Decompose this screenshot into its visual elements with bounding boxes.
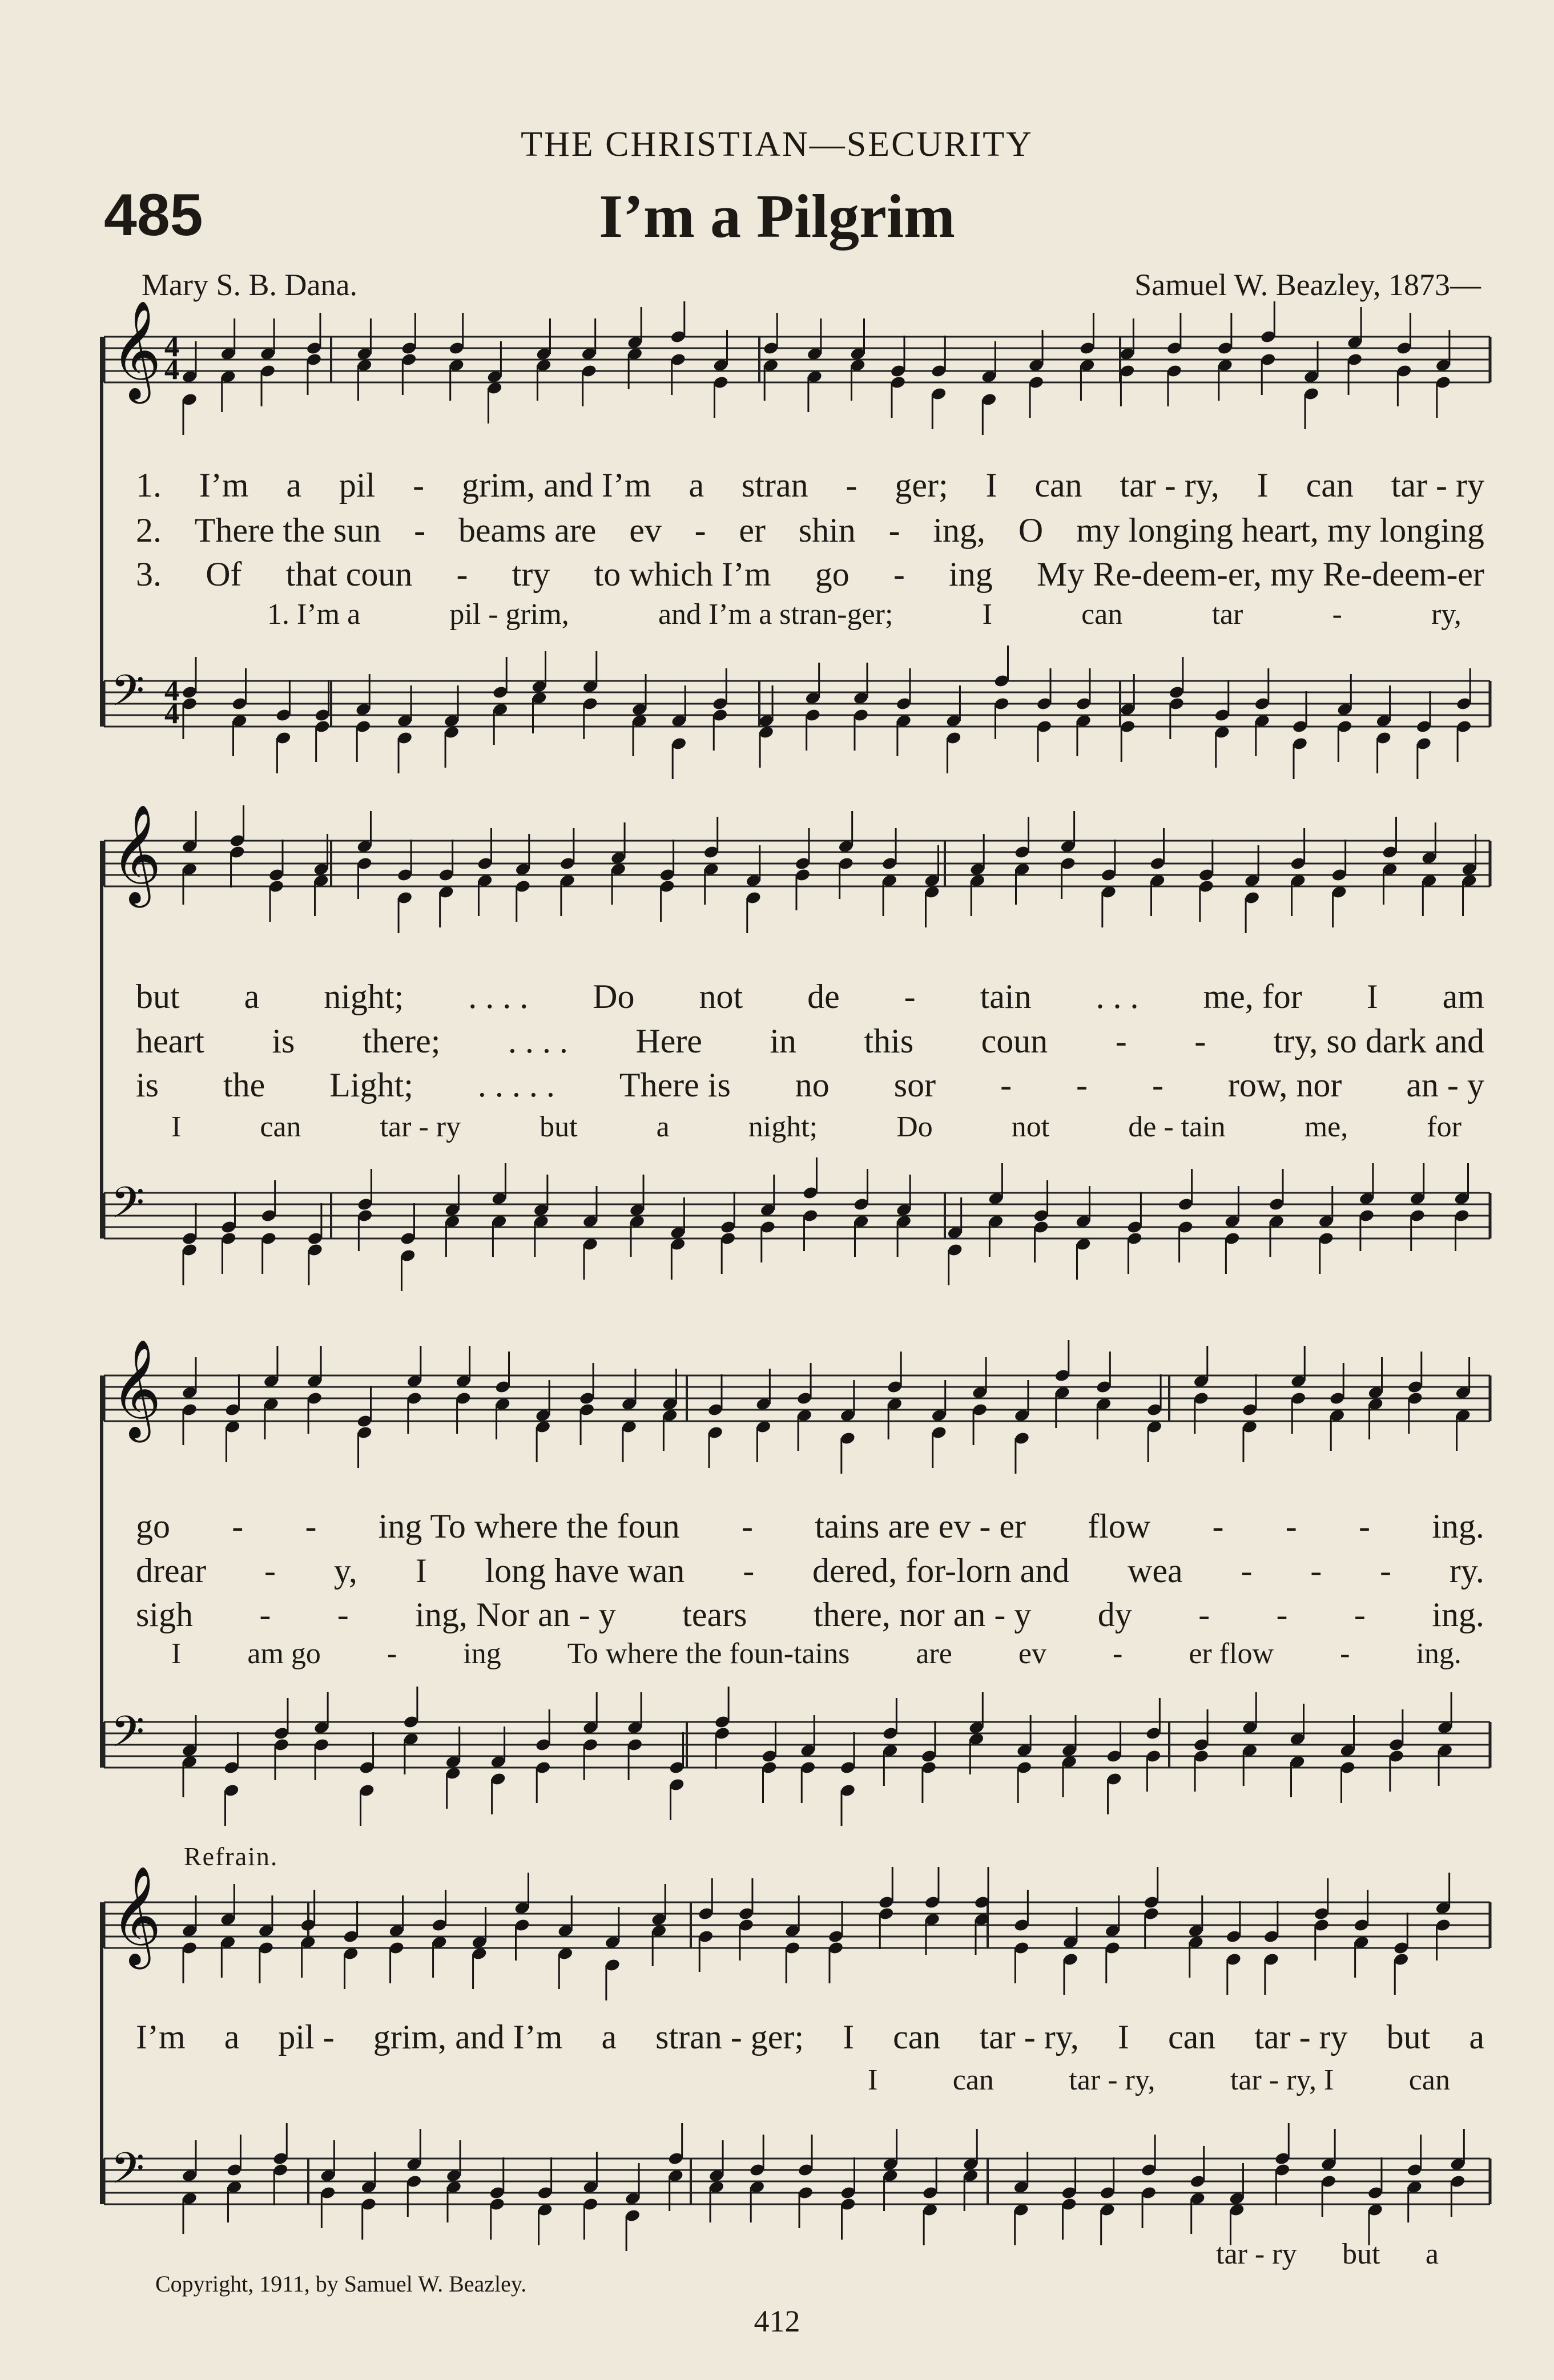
lyric-syllable: for — [1427, 1111, 1462, 1143]
lyric-syllable: . . . — [1096, 978, 1139, 1015]
lyric-syllable: - — [1112, 1637, 1123, 1670]
lyric-syllable: - — [888, 511, 900, 549]
lyric-syllable: - — [413, 466, 425, 504]
lyric-syllable: drear — [136, 1552, 207, 1590]
lyric-syllable: tar - ry — [380, 1111, 461, 1143]
lyric-syllable: tar — [1211, 598, 1243, 631]
lyric-syllable: Here — [635, 1022, 702, 1060]
lyric-syllable: can — [893, 2018, 941, 2056]
lyric-syllable: Light; — [329, 1066, 413, 1104]
lyric-syllable: pil - grim, — [449, 598, 569, 631]
lyric-syllable: - — [1285, 1507, 1297, 1545]
treble-staff — [104, 1339, 1490, 1474]
lyric-syllable: tar - ry — [1216, 2238, 1297, 2270]
lyric-syllable: - — [694, 511, 706, 549]
lyric-syllable: grim, and I’m — [461, 466, 651, 504]
lyric-syllable: the — [223, 1066, 265, 1104]
lyric-syllable: 1. I’m a — [267, 598, 361, 631]
lyric-syllable: a — [656, 1111, 670, 1143]
treble-staff — [104, 804, 1490, 933]
lyric-line — [136, 977, 1484, 1016]
lyric-syllable: - — [1332, 598, 1342, 631]
lyric-syllable: . . . . — [508, 1022, 568, 1060]
bass-staff — [104, 646, 1490, 779]
lyric-syllable: . . . . — [468, 978, 529, 1015]
treble-clef-icon: 𝄞 — [111, 804, 162, 903]
lyric-syllable: stran - ger; — [655, 2018, 804, 2056]
lyric-syllable: is — [272, 1022, 295, 1060]
treble-clef-icon: 𝄞 — [111, 300, 162, 400]
lyric-syllable: de — [807, 978, 840, 1015]
lyric-syllable: ing — [949, 555, 993, 593]
lyric-syllable: pil — [339, 466, 376, 504]
lyric-syllable: - — [1194, 1022, 1206, 1060]
lyric-syllable: a — [224, 2018, 240, 2056]
lyric-syllable: coun — [981, 1022, 1048, 1060]
lyric-syllable: but — [1342, 2238, 1380, 2270]
lyric-syllable: can — [260, 1111, 301, 1143]
lyric-syllable: - — [1076, 1066, 1088, 1104]
lyric-syllable: I — [415, 1552, 427, 1590]
lyric-syllable: 3. — [136, 555, 162, 593]
lyric-syllable: tears — [682, 1596, 747, 1633]
lyric-syllable: this — [864, 1022, 914, 1060]
lyric-syllable: 1. — [136, 466, 162, 504]
lyric-syllable: - — [232, 1507, 244, 1545]
lyric-syllable: I — [982, 598, 992, 631]
lyric-syllable: but — [540, 1111, 578, 1143]
lyric-syllable: ger; — [895, 466, 948, 504]
lyric-syllable: I’m — [136, 2018, 186, 2056]
lyric-syllable: Do — [593, 978, 635, 1015]
lyric-syllable: grim, and I’m — [373, 2018, 563, 2056]
lyric-syllable: ing. — [1416, 1637, 1462, 1670]
lyric-syllable: beams are — [458, 511, 597, 549]
lyric-syllable: ing, — [933, 511, 986, 549]
lyric-syllable: ing, Nor an - y — [415, 1596, 616, 1633]
lyric-syllable: - — [741, 1507, 753, 1545]
lyric-syllable: I — [1257, 466, 1269, 504]
lyric-syllable: - — [456, 555, 468, 593]
lyric-syllable: There is — [619, 1066, 731, 1104]
lyric-syllable: wea — [1128, 1552, 1183, 1590]
lyric-syllable: tar - ry, — [1120, 466, 1219, 504]
lyric-syllable: can — [1081, 598, 1123, 631]
bass-staff — [104, 1687, 1490, 1826]
time-signature: 4 — [164, 675, 179, 707]
lyric-syllable: I — [985, 466, 997, 504]
lyric-syllable: and I’m a stran-ger; — [658, 598, 893, 631]
lyric-syllable: but — [136, 978, 180, 1015]
alto-lyric-line — [171, 1637, 1462, 1671]
lyric-syllable: - — [1310, 1552, 1322, 1590]
bass-staff — [104, 2123, 1490, 2251]
bass-clef-icon: 𝄢 — [111, 2143, 145, 2204]
lyric-syllable: - — [1152, 1066, 1164, 1104]
lyric-syllable: tar - ry — [1391, 466, 1484, 504]
lyric-syllable: ing — [463, 1637, 501, 1670]
lyric-syllable: - — [1115, 1022, 1127, 1060]
lyric-syllable: can — [952, 2064, 994, 2096]
lyric-syllable: - — [743, 1552, 755, 1590]
lyric-syllable: no — [795, 1066, 830, 1104]
bass-staff — [104, 1157, 1490, 1291]
section-header: THE CHRISTIAN—SECURITY — [521, 125, 1033, 164]
lyric-syllable: can — [1408, 2064, 1450, 2096]
lyric-syllable: tains are ev - er — [815, 1507, 1026, 1545]
lyric-line — [136, 1022, 1484, 1061]
lyric-syllable: - — [1212, 1507, 1224, 1545]
lyric-syllable: in — [770, 1022, 797, 1060]
lyric-syllable: an - y — [1406, 1066, 1484, 1104]
lyric-syllable: to which I’m — [594, 555, 771, 593]
lyric-syllable: - — [259, 1596, 271, 1633]
lyric-line — [136, 511, 1484, 550]
lyric-syllable: am — [1442, 978, 1484, 1015]
lyric-syllable: row, nor — [1227, 1066, 1342, 1104]
lyric-syllable: is — [136, 1066, 159, 1104]
lyric-line — [136, 1507, 1484, 1546]
lyric-syllable: a — [1425, 2238, 1439, 2270]
copyright-notice: Copyright, 1911, by Samuel W. Beazley. — [155, 2271, 527, 2297]
treble-clef-icon: 𝄞 — [111, 1866, 162, 1965]
hymn-number: 485 — [104, 182, 203, 248]
lyric-syllable: that coun — [285, 555, 413, 593]
treble-clef-icon: 𝄞 — [111, 1339, 162, 1438]
lyric-syllable: ing To where the foun — [378, 1507, 680, 1545]
lyric-line — [136, 1595, 1484, 1635]
lyric-syllable: sor — [893, 1066, 936, 1104]
bass-clef-icon: 𝄢 — [111, 1707, 145, 1768]
lyric-syllable: To where the foun-tains — [567, 1637, 850, 1670]
lyric-syllable: tar - ry, I — [1230, 2064, 1334, 2096]
lyric-line — [136, 466, 1484, 505]
lyric-syllable: y, — [333, 1552, 357, 1590]
lyric-syllable: shin — [798, 511, 856, 549]
lyric-syllable: ev — [1018, 1637, 1046, 1670]
lyric-syllable: me, — [1304, 1111, 1348, 1143]
lyric-syllable: . . . . . — [477, 1066, 555, 1104]
page-number: 412 — [754, 2304, 800, 2338]
alto-lyric-line — [171, 1110, 1462, 1144]
lyric-syllable: not — [699, 978, 743, 1015]
lyric-syllable: I — [868, 2064, 878, 2096]
lyric-syllable: am go — [247, 1637, 321, 1670]
lyric-syllable: tar - ry, — [1069, 2064, 1156, 2096]
lyric-syllable: - — [846, 466, 857, 504]
lyric-syllable: long have wan — [485, 1552, 685, 1590]
lyric-syllable: - — [1198, 1596, 1210, 1633]
hymn-title: I’m a Pilgrim — [599, 183, 955, 251]
lyric-line — [136, 2018, 1484, 2057]
time-signature: 4 — [164, 353, 179, 386]
lyric-syllable: Of — [206, 555, 242, 593]
bass-clef-icon: 𝄢 — [111, 665, 145, 727]
lyric-syllable: I — [1366, 978, 1378, 1015]
lyric-syllable: I — [843, 2018, 855, 2056]
lyric-syllable: I — [171, 1637, 182, 1670]
composer-credit: Samuel W. Beazley, 1873— — [1134, 268, 1481, 302]
lyric-syllable: O — [1018, 511, 1044, 549]
lyric-syllable: ing. — [1432, 1596, 1484, 1633]
treble-staff — [104, 300, 1490, 435]
lyric-syllable: me, for — [1203, 978, 1302, 1015]
lyric-syllable: de - tain — [1128, 1111, 1226, 1143]
lyric-syllable: - — [387, 1637, 397, 1670]
lyric-syllable: I’m — [199, 466, 249, 504]
bass-clef-icon: 𝄢 — [111, 1177, 145, 1239]
lyric-syllable: a — [286, 466, 302, 504]
treble-staff — [104, 1866, 1490, 2000]
lyric-syllable: My Re-deem-er, my Re-deem-er — [1036, 555, 1484, 593]
lyricist-credit: Mary S. B. Dana. — [142, 268, 357, 302]
lyric-syllable: a — [689, 466, 704, 504]
lyric-syllable: 2. — [136, 511, 162, 549]
lyric-syllable: night; — [324, 978, 404, 1015]
lyric-syllable: go — [815, 555, 850, 593]
lyric-line — [136, 1066, 1484, 1105]
lyric-syllable: - — [1000, 1066, 1012, 1104]
lyric-syllable: ing. — [1432, 1507, 1484, 1545]
lyric-syllable: a — [1469, 2018, 1484, 2056]
alto-lyric-line — [267, 598, 1462, 631]
lyric-syllable: - — [1380, 1552, 1391, 1590]
lyric-syllable: - — [414, 511, 426, 549]
lyric-syllable: there; — [362, 1022, 441, 1060]
lyric-syllable: - — [337, 1596, 349, 1633]
time-signature: 4 — [164, 697, 179, 730]
lyric-syllable: - — [1241, 1552, 1253, 1590]
lyric-syllable: night; — [748, 1111, 818, 1143]
lyric-syllable: tar - ry — [1254, 2018, 1348, 2056]
lyric-syllable: a — [244, 978, 260, 1015]
lyric-syllable: are — [916, 1637, 952, 1670]
lyric-syllable: tain — [980, 978, 1032, 1015]
lyric-syllable: Do — [896, 1111, 933, 1143]
lyric-syllable: I — [171, 1111, 182, 1143]
lyric-syllable: dered, for-lorn and — [812, 1552, 1070, 1590]
lyric-syllable: er flow — [1189, 1637, 1274, 1670]
lyric-syllable: - — [1276, 1596, 1288, 1633]
lyric-syllable: - — [264, 1552, 276, 1590]
bass-lyric-line — [1216, 2237, 1439, 2271]
lyric-syllable: there, nor an - y — [813, 1596, 1032, 1633]
lyric-syllable: ry, — [1431, 598, 1462, 631]
lyric-syllable: go — [136, 1507, 170, 1545]
lyric-syllable: - — [893, 555, 905, 593]
lyric-syllable: try — [512, 555, 550, 593]
lyric-syllable: can — [1034, 466, 1082, 504]
lyric-syllable: dy — [1097, 1596, 1132, 1633]
lyric-line — [136, 1551, 1484, 1591]
lyric-syllable: can — [1306, 466, 1354, 504]
lyric-syllable: flow — [1088, 1507, 1151, 1545]
lyric-syllable: not — [1011, 1111, 1050, 1143]
lyric-syllable: - — [305, 1507, 317, 1545]
lyric-line — [136, 555, 1484, 594]
lyric-syllable: a — [601, 2018, 617, 2056]
lyric-syllable: - — [1354, 1596, 1366, 1633]
lyric-syllable: can — [1167, 2018, 1216, 2056]
lyric-syllable: sigh — [136, 1596, 194, 1633]
lyric-syllable: ry. — [1449, 1552, 1484, 1590]
lyric-syllable: There the sun — [194, 511, 381, 549]
lyric-syllable: pil - — [278, 2018, 335, 2056]
lyric-syllable: stran — [741, 466, 808, 504]
time-signature: 4 — [164, 330, 179, 363]
lyric-syllable: try, so dark and — [1273, 1022, 1484, 1060]
lyric-syllable: my longing heart, my longing — [1076, 511, 1484, 549]
lyric-syllable: - — [1340, 1637, 1350, 1670]
lyric-syllable: - — [1359, 1507, 1370, 1545]
lyric-syllable: but — [1386, 2018, 1431, 2056]
lyric-syllable: - — [904, 978, 916, 1015]
lyric-syllable: tar - ry, — [979, 2018, 1079, 2056]
lyric-syllable: ev — [629, 511, 662, 549]
refrain-label: Refrain. — [184, 1842, 279, 1871]
lyric-syllable: er — [739, 511, 766, 549]
lyric-syllable: heart — [136, 1022, 204, 1060]
lyric-syllable: I — [1117, 2018, 1129, 2056]
alto-lyric-line — [868, 2063, 1450, 2097]
